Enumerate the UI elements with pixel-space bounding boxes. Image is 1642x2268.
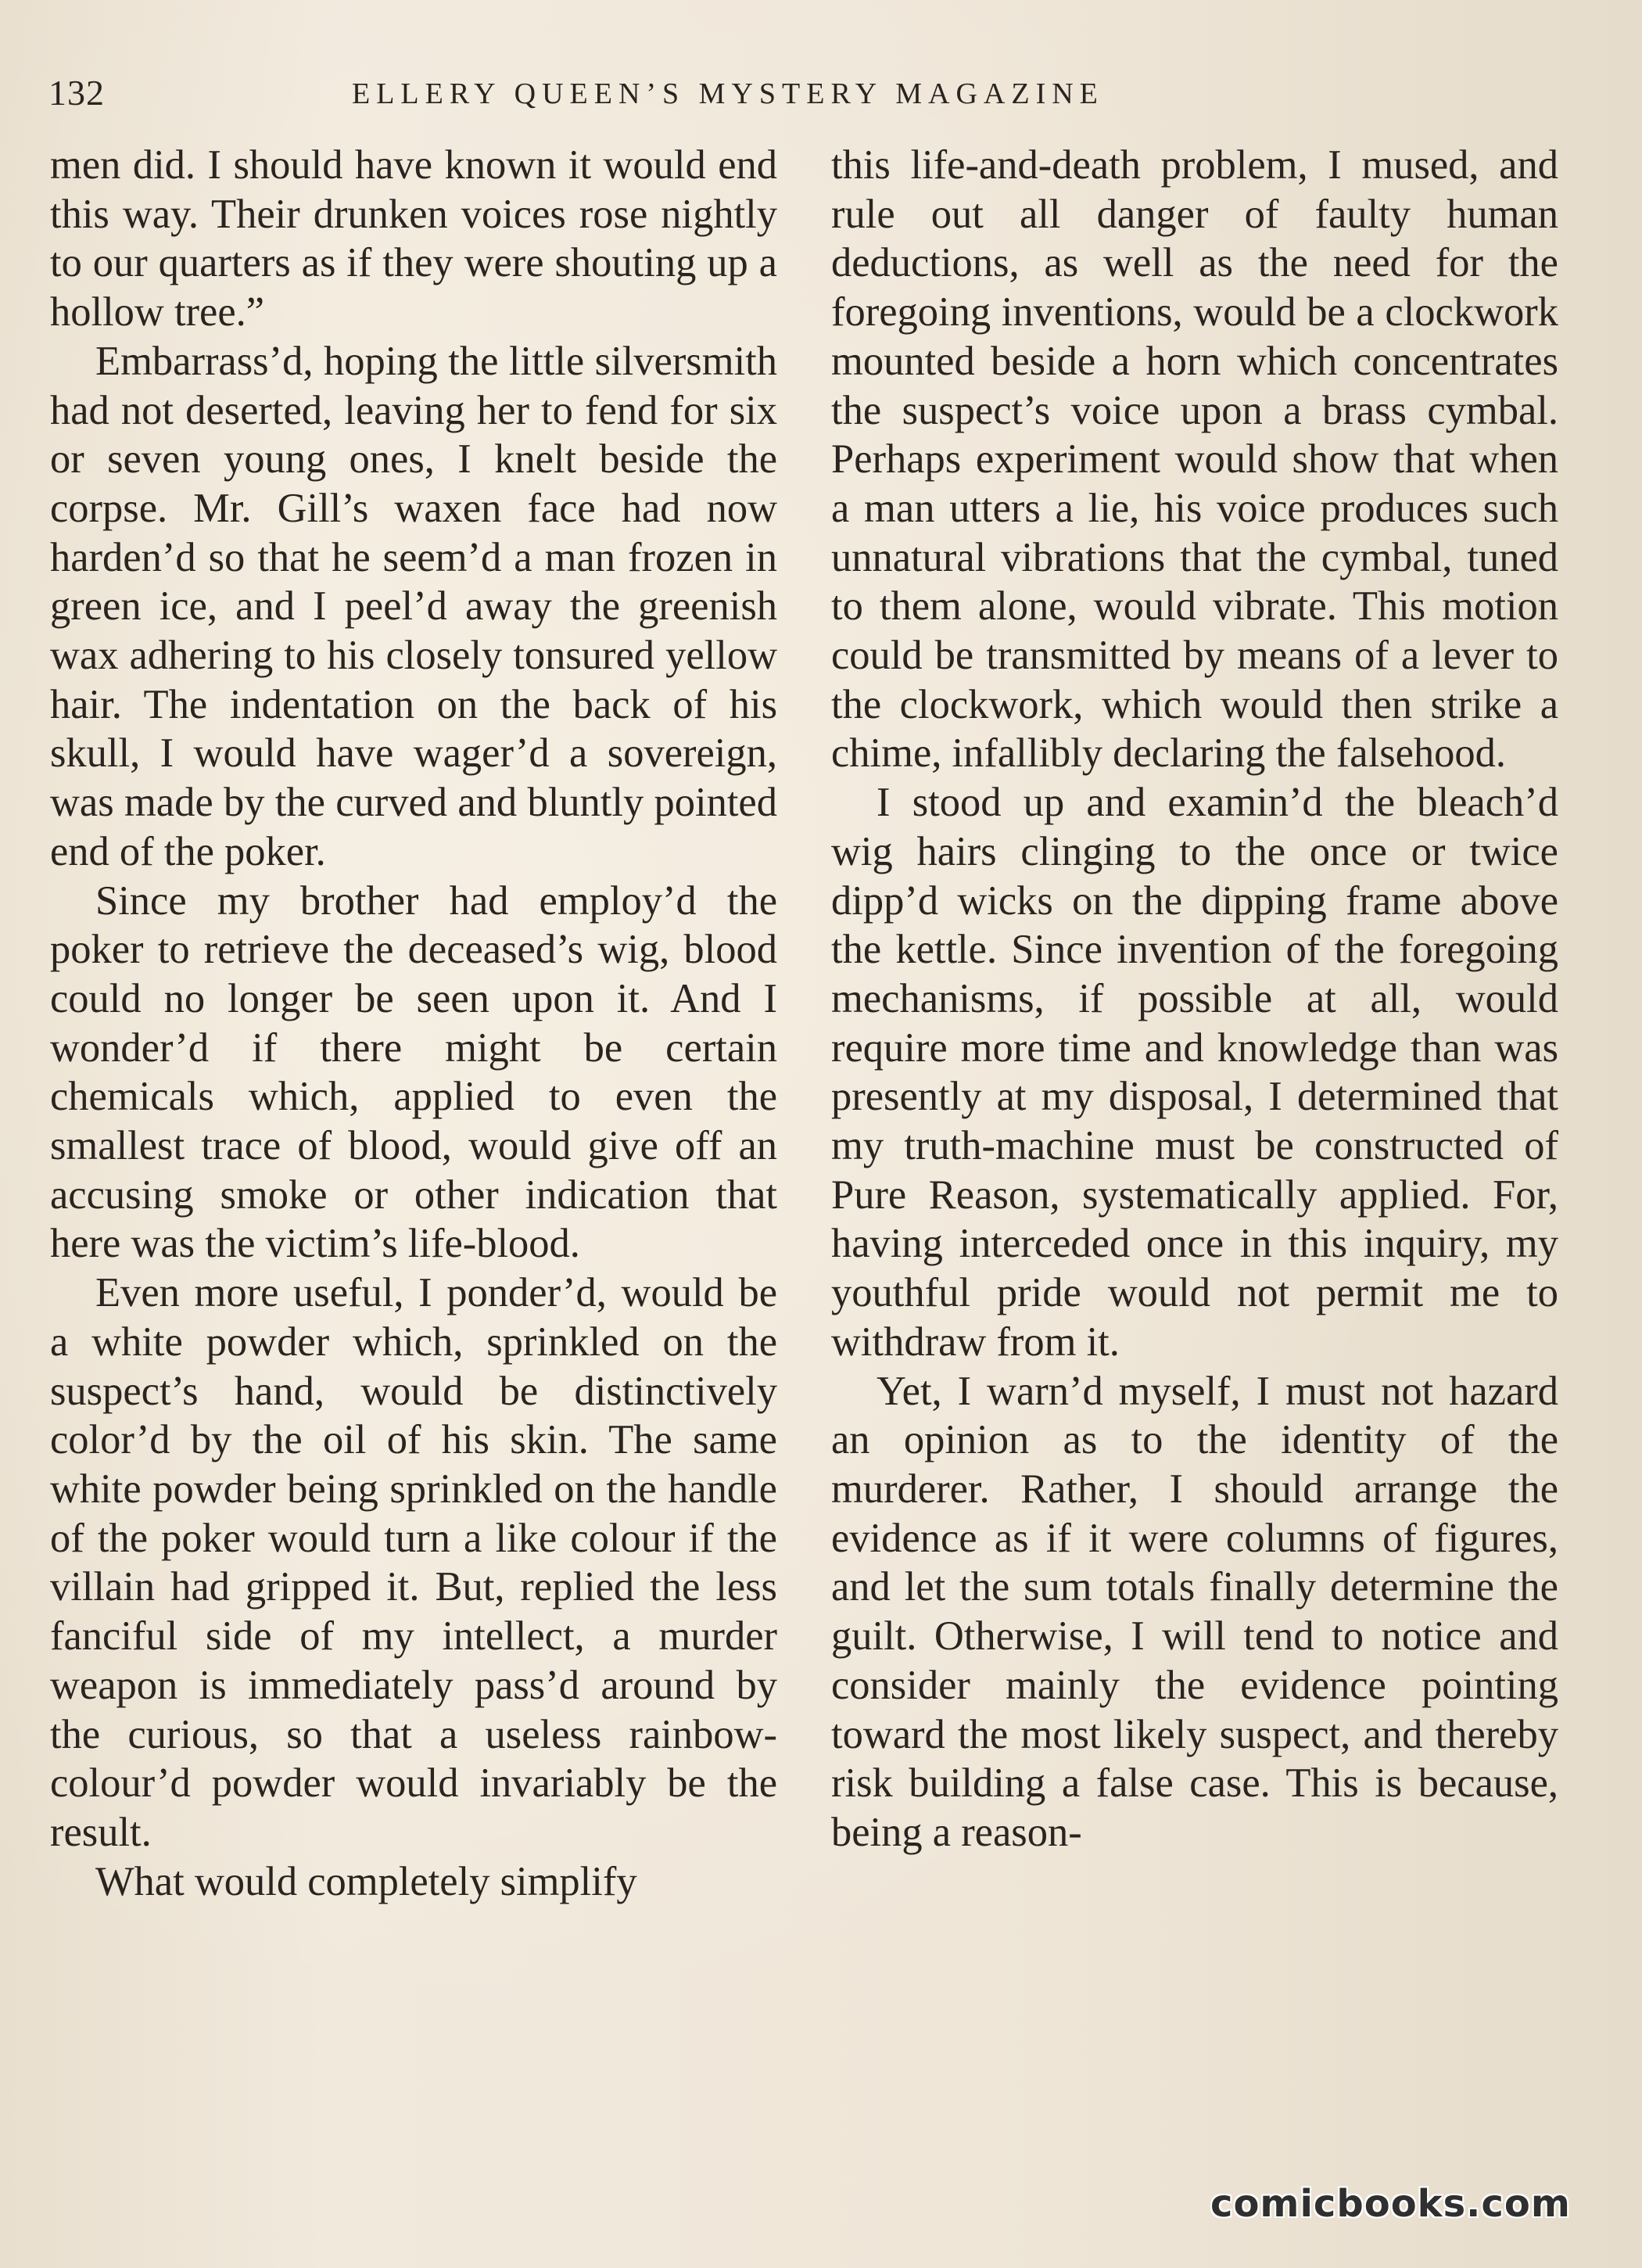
paragraph: Embarrass’d, hoping the little silversmith had not deserted, leaving her to fend for six or seven young ones, I knelt beside the corpse. Mr. Gill’s waxen face had now harden’d so that he seem’d a man frozen in green ice, and I peel’d away the greenish wax adhering to his closely tonsured yellow hair. The indentation on the back of his skull, I would have wager’d a sovereign, was made by the curved and bluntly pointed end of the poker.: [50, 338, 777, 874]
site-watermark: comicbooks.com: [1210, 2182, 1571, 2226]
paragraph: Yet, I warn’d myself, I must not hazard an opinion as to the identity of the murderer. Rather, I should arrange the evidence as if it were columns of figures, and let the sum totals finally determine the guilt. Otherwise, I will tend to notice and consider mainly the evidence pointing toward the most likely suspect, and thereby risk building a false case. This is because, being a reason-: [831, 1368, 1558, 1855]
paragraph: Since my brother had employ’d the poker to retrieve the deceased’s wig, blood could no longer be seen upon it. And I wonder’d if there might be certain chemicals which, applied to even the smallest trace of blood, would give off an accusing smoke or other indication that here was the victim’s life-blood.: [50, 877, 777, 1267]
paragraph: Even more useful, I ponder’d, would be a white powder which, sprinkled on the suspect’s hand, would be distinctively color’d by the oil of his skin. The same white powder being sprinkled on the handle of the poker would turn a like colour if the villain had gripped it. But, replied the less fanciful side of my intellect, a murder weapon is immediately pass’d around by the curious, so that a useless rainbow-colour’d powder would invariably be the result.: [50, 1270, 777, 1855]
paragraph: What would completely simplify: [95, 1858, 637, 1904]
paragraph: I stood up and examin’d the bleach’d wig hairs clinging to the once or twice dipp’d wicks on the dipping frame above the kettle. Since invention of the foregoing mechanisms, if possible at all, would require more time and knowledge than was presently at my disposal, I determined that my truth-machine must be constructed of Pure Reason, systematically applied. For, having interceded once in this inquiry, my youthful pride would not permit me to withdraw from it.: [831, 780, 1558, 1365]
running-head: ELLERY QUEEN’S MYSTERY MAGAZINE: [352, 77, 1104, 110]
page-header: [48, 72, 1573, 119]
page-number: 132: [48, 73, 105, 113]
right-column: [831, 141, 1558, 1857]
paragraph: this life-and-death problem, I mused, and rule out all danger of faulty human deductions, as well as the need for the foregoing inventions, would be a clockwork mounted beside a horn which concentrates the suspect’s voice upon a brass cymbal. Perhaps experiment would show that when a man utters a lie, his voice produces such unnatural vibrations that the cymbal, tuned to them alone, would vibrate. This motion could be transmitted by means of a lever to the clockwork, which would then strike a chime, infallibly declaring the falsehood.: [831, 142, 1558, 777]
paragraph: men did. I should have known it would end this way. Their drunken voices rose nightly to our quarters as if they were shouting up a hollow tree.”: [50, 142, 777, 336]
left-column: [50, 141, 777, 1906]
